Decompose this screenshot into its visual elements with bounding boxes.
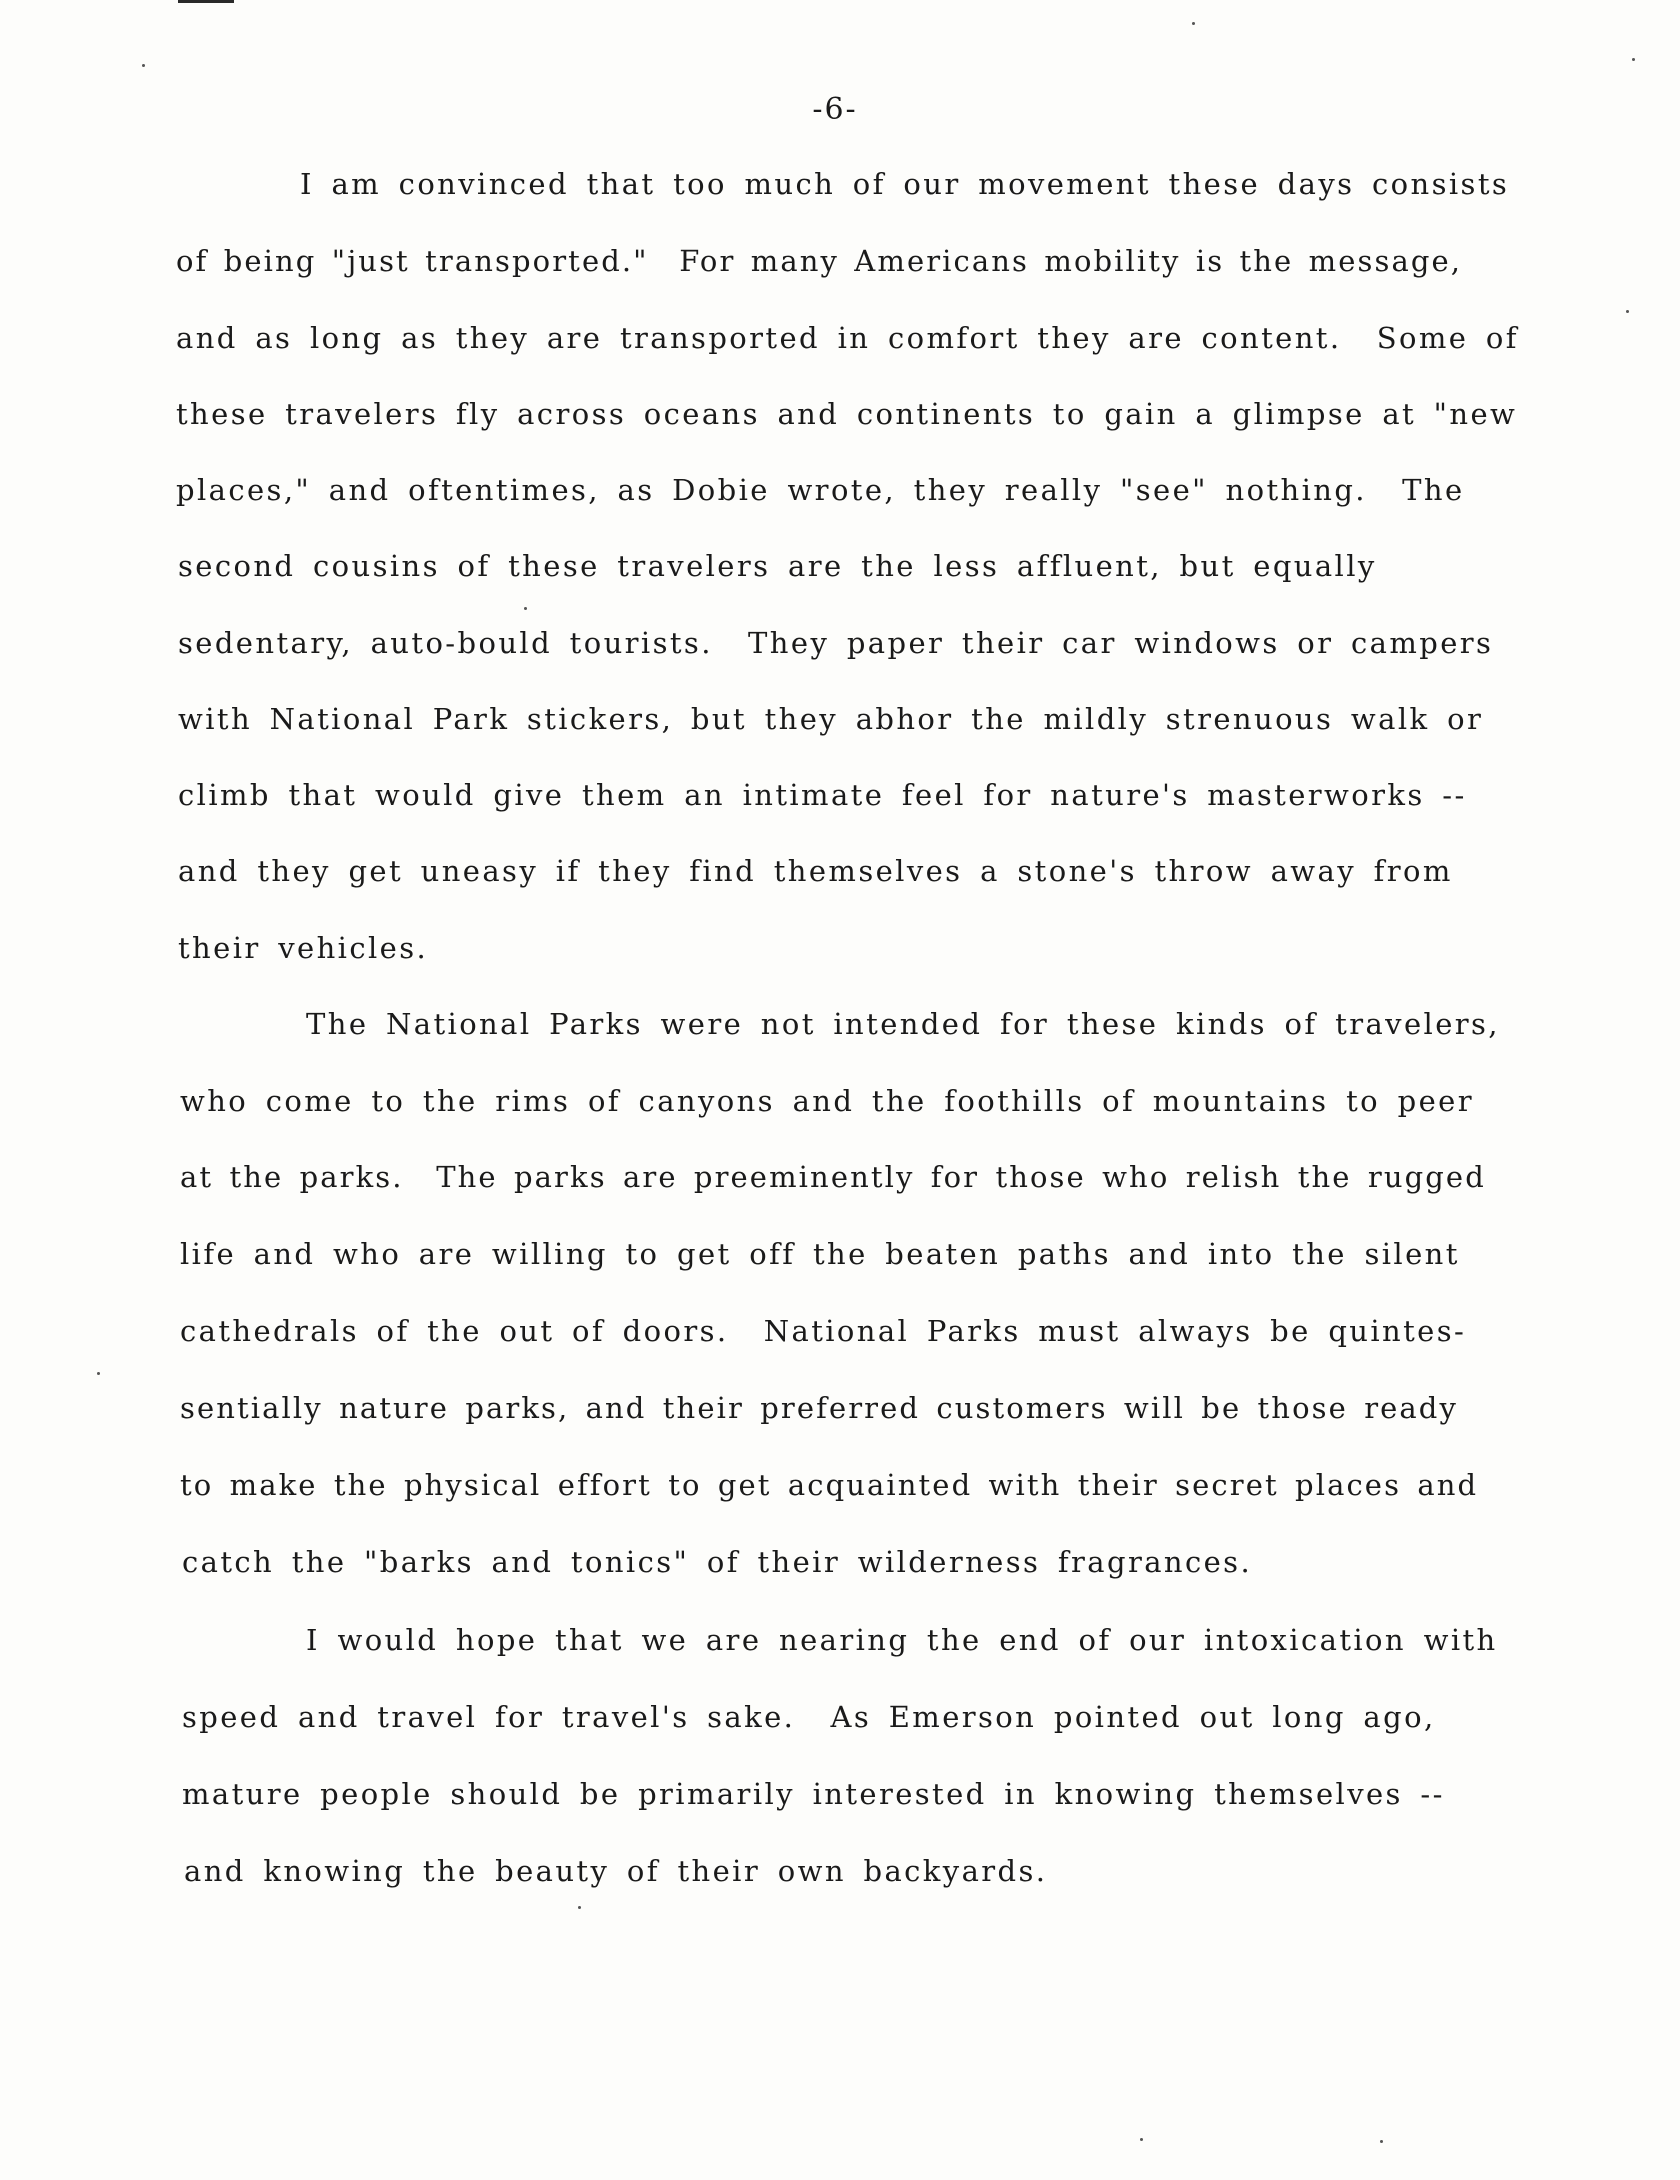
scan-speck — [1140, 2138, 1143, 2141]
paragraph-line: their vehicles. — [178, 931, 429, 965]
paragraph-line: The National Parks were not intended for these kinds of travelers, — [306, 1007, 1500, 1041]
paragraph-line: I am convinced that too much of our movement these days consists — [300, 167, 1510, 201]
top-rule — [178, 0, 234, 3]
paragraph-line: mature people should be primarily interested in knowing themselves -- — [182, 1777, 1445, 1811]
paragraph-line: climb that would give them an intimate feel for nature's masterworks -- — [178, 778, 1467, 812]
paragraph-line: who come to the rims of canyons and the foothills of mountains to peer — [180, 1084, 1474, 1118]
paragraph-line: life and who are willing to get off the beaten paths and into the silent — [180, 1237, 1460, 1271]
paragraph-line: to make the physical effort to get acquainted with their secret places and — [180, 1468, 1479, 1502]
scan-speck — [1632, 58, 1635, 61]
scan-speck — [1192, 22, 1195, 25]
paragraph-line: at the parks. The parks are preeminently for those who relish the rugged — [180, 1160, 1486, 1194]
scan-speck — [1626, 310, 1629, 313]
paragraph-line: and knowing the beauty of their own backyards. — [184, 1854, 1048, 1888]
scan-speck — [578, 1906, 581, 1909]
paragraph-line: catch the "barks and tonics" of their wilderness fragrances. — [182, 1545, 1253, 1579]
paragraph-line: speed and travel for travel's sake. As Emerson pointed out long ago, — [182, 1700, 1436, 1734]
paragraph-line: I would hope that we are nearing the end of our intoxication with — [306, 1623, 1498, 1657]
scan-speck — [142, 64, 145, 67]
paragraph-line: sedentary, auto-bould tourists. They paper their car windows or campers — [178, 626, 1494, 660]
paragraph-line: with National Park stickers, but they abhor the mildly strenuous walk or — [178, 702, 1484, 736]
paragraph-line: second cousins of these travelers are the less affluent, but equally — [178, 549, 1377, 583]
paragraph-line: of being "just transported." For many Americans mobility is the message, — [176, 244, 1463, 278]
scan-speck — [524, 607, 527, 610]
paragraph-line: cathedrals of the out of doors. National Parks must always be quintes- — [180, 1314, 1467, 1348]
paragraph-line: and as long as they are transported in comfort they are content. Some of — [176, 321, 1519, 355]
page-number: -6- — [812, 92, 858, 127]
paragraph-line: places," and oftentimes, as Dobie wrote, they really "see" nothing. The — [176, 473, 1465, 507]
scan-speck — [1380, 2140, 1383, 2143]
paragraph-line: these travelers fly across oceans and continents to gain a glimpse at "new — [176, 397, 1518, 431]
paragraph-line: and they get uneasy if they find themselves a stone's throw away from — [178, 854, 1453, 888]
paragraph-line: sentially nature parks, and their preferred customers will be those ready — [180, 1391, 1458, 1425]
scan-speck — [97, 1372, 100, 1375]
